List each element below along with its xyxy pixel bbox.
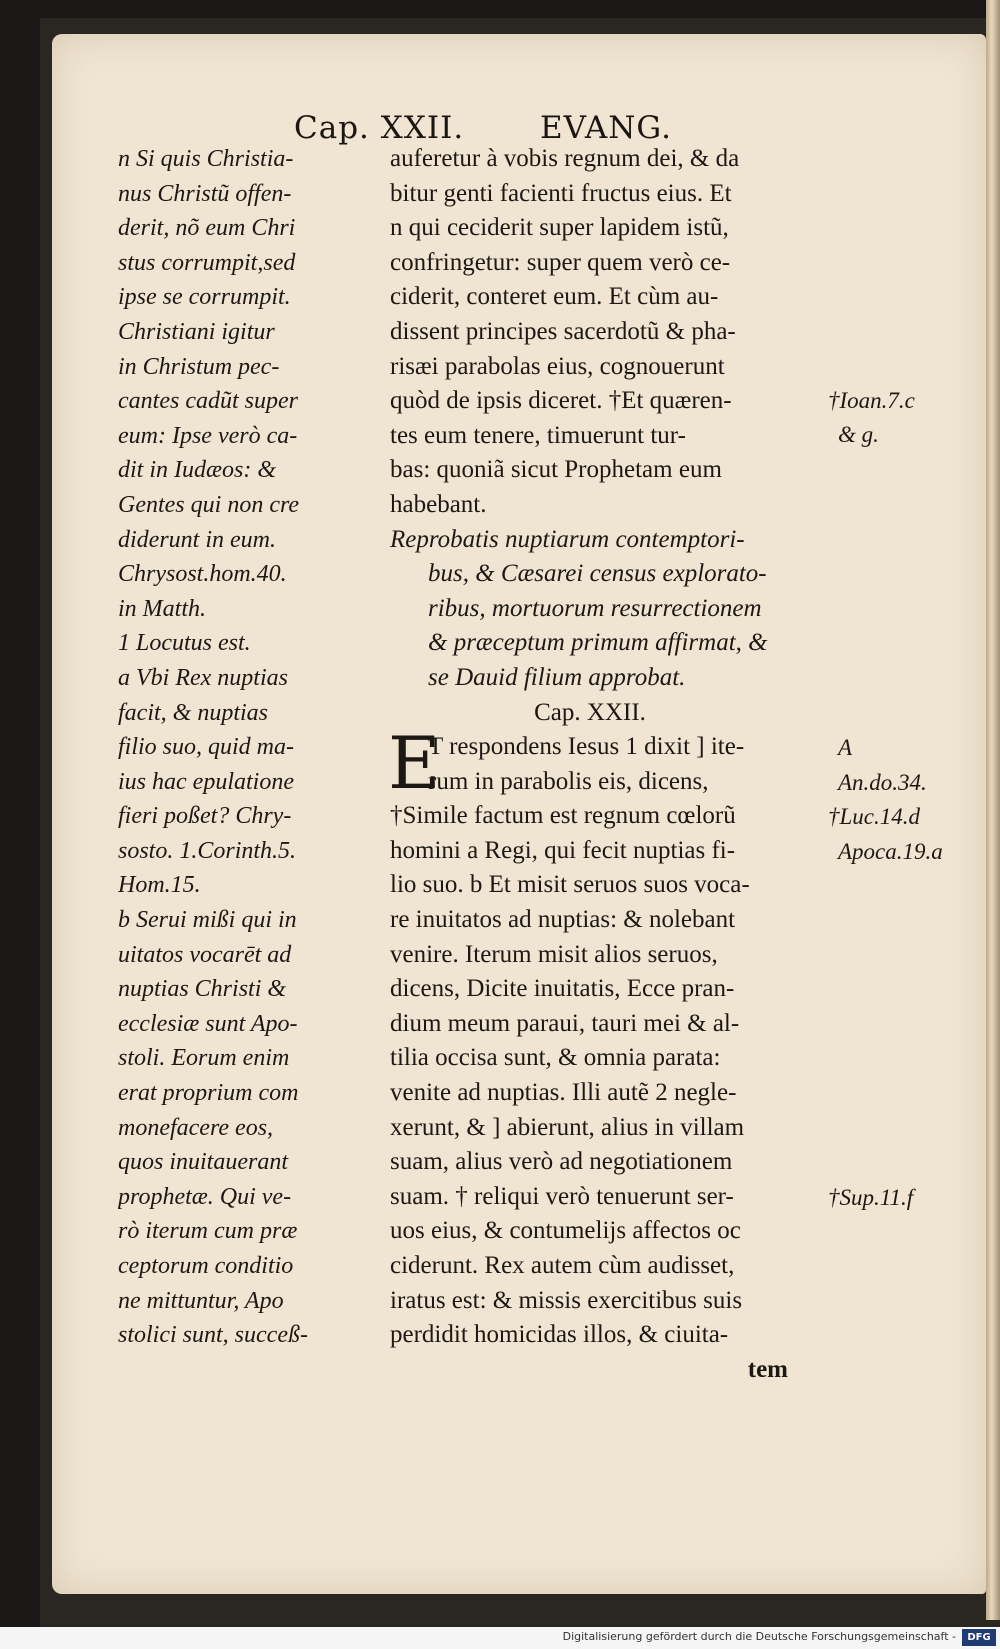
margin-note-line: stolici sunt, succeß- — [118, 1322, 308, 1349]
margin-note-line: in Matth. — [118, 595, 206, 622]
ref-luc: †Luc.14.d — [828, 804, 920, 829]
margin-note-line: fieri poßet? Chry- — [118, 803, 292, 830]
margin-note-line: n Si quis Christia- — [118, 146, 294, 172]
text-line: auferetur à vobis regnum dei, & da — [390, 145, 740, 172]
margin-note-line: facit, & nuptias — [118, 699, 268, 726]
margin-note-line: ecclesiæ sunt Apo- — [118, 1010, 298, 1037]
text-line: habebant. — [390, 490, 487, 518]
text-line: dissent principes sacerdotũ & pha- — [390, 317, 736, 345]
margin-note-line: rò iterum cum præ — [118, 1218, 298, 1245]
text-line: T respondens Iesus 1 dixit ] ite- — [428, 733, 745, 761]
margin-note-line: nus Christũ offen- — [118, 180, 292, 207]
margin-note-line: sosto. 1.Corinth.5. — [118, 837, 297, 864]
text-line: ciderit, conteret eum. Et cùm au- — [390, 283, 719, 311]
margin-note-line: derit, nõ eum Chri — [118, 215, 296, 242]
margin-note-line: b Serui mißi qui in — [118, 907, 297, 934]
ref-anno-domini: An.do.34. — [838, 770, 927, 795]
margin-notes-column — [118, 142, 400, 1353]
catchword: tem — [747, 1355, 788, 1383]
paragraph-2 — [390, 799, 830, 1353]
margin-note-line: eum: Ipse verò ca- — [118, 422, 298, 449]
margin-note-line: a Vbi Rex nuptias — [118, 664, 288, 691]
footer-credit: Digitalisierung gefördert durch die Deutsche Forschungsgemeinschaft - — [562, 1630, 956, 1643]
margin-note-line: stus corrumpit,sed — [118, 249, 296, 276]
dfg-logo: DFG — [962, 1629, 996, 1646]
margin-note-line: in Christum pec- — [118, 353, 280, 380]
ref-ioan: †Ioan.7.c — [828, 388, 915, 413]
text-line: tes eum tenere, timuerunt tur- — [390, 421, 686, 449]
text-line: venire. Iterum misit alios seruos, — [390, 940, 718, 968]
text-line: uos eius, & contumelijs affectos oc — [390, 1217, 741, 1245]
text-line: bitur genti facienti fructus eius. Et — [390, 179, 732, 207]
chapter-heading: Cap. XXII. — [534, 698, 646, 726]
header-book: EVANG. — [540, 110, 672, 146]
text-line: xerunt, & ] abierunt, alius in villam — [390, 1113, 745, 1141]
text-line: rum in parabolis eis, dicens, — [428, 767, 709, 795]
text-line: tilia occisa sunt, & omnia parata: — [390, 1044, 721, 1072]
margin-note-line: ne mittuntur, Apo — [118, 1287, 284, 1314]
summary-line: ribus, mortuorum resurrectionem — [428, 594, 762, 622]
chapter-summary — [390, 523, 830, 696]
ref-ioan-cont: & g. — [838, 422, 879, 447]
margin-note-line: uitatos vocarēt ad — [118, 941, 292, 968]
margin-note-line: filio suo, quid ma- — [118, 734, 295, 761]
margin-note-line: 1 Locutus est. — [118, 630, 251, 657]
summary-line: se Dauid filium approbat. — [428, 663, 686, 691]
text-line: re inuitatos ad nuptias: & nolebant — [390, 906, 736, 934]
text-line: n qui ceciderit super lapidem istũ, — [390, 214, 729, 242]
margin-note-line: diderunt in eum. — [118, 526, 276, 553]
margin-note-line: ipse se corrumpit. — [118, 284, 291, 311]
summary-line: Reprobatis nuptiarum contemptori- — [390, 525, 745, 553]
ref-sup: †Sup.11.f — [828, 1185, 914, 1210]
margin-note-line: erat proprium com — [118, 1080, 299, 1107]
text-line: venite ad nuptias. Illi autẽ 2 negle- — [390, 1079, 737, 1107]
margin-note-line: Hom.15. — [118, 872, 201, 899]
footer-bar — [0, 1627, 1000, 1649]
text-line: risæi parabolas eius, cognouerunt — [390, 352, 725, 380]
margin-note-line: nuptias Christi & — [118, 976, 287, 1003]
margin-note-line: Christiani igitur — [118, 318, 275, 345]
text-line: dium meum paraui, tauri mei & al- — [390, 1009, 740, 1037]
margin-note-line: Gentes qui non cre — [118, 491, 300, 518]
margin-note-line: quos inuitauerant — [118, 1149, 289, 1176]
summary-line: & præceptum primum affirmat, & — [428, 629, 768, 657]
margin-note-line: monefacere eos, — [118, 1114, 274, 1141]
text-line: †Simile factum est regnum cœlorũ — [390, 802, 736, 830]
text-line: lio suo. b Et misit seruos suos voca- — [390, 871, 750, 899]
margin-note-line: prophetæ. Qui ve- — [118, 1183, 292, 1210]
text-line: perdidit homicidas illos, & ciuita- — [390, 1321, 729, 1349]
text-line: suam, alius verò ad negotiationem — [390, 1148, 733, 1176]
margin-note-line: cantes cadũt super — [118, 388, 298, 415]
page-edge — [986, 0, 1000, 1620]
text-line: ciderunt. Rex autem cùm audisset, — [390, 1252, 735, 1279]
text-line: quòd de ipsis diceret. †Et quæren- — [390, 387, 732, 415]
margin-note-line: ius hac epulatione — [118, 768, 294, 795]
main-text-column — [390, 142, 830, 1387]
text-line: dicens, Dicite inuitatis, Ecce pran- — [390, 975, 735, 1003]
text-line: homini a Regi, qui fecit nuptias fi- — [390, 836, 736, 864]
paragraph-2-opening — [388, 721, 830, 805]
margin-note-line: stoli. Eorum enim — [118, 1045, 290, 1072]
margin-note-line: dit in Iudæos: & — [118, 457, 277, 484]
text-line: confringetur: super quem verò ce- — [390, 248, 731, 276]
text-line: iratus est: & missis exercitibus suis — [390, 1286, 743, 1314]
margin-note-line: Chrysost.hom.40. — [118, 561, 287, 588]
text-line: suam. † reliqui verò tenuerunt ser- — [390, 1182, 734, 1210]
margin-note-line: ceptorum conditio — [118, 1253, 294, 1279]
header-chapter: Cap. XXII. — [294, 110, 465, 146]
summary-line: bus, & Cæsarei census explorato- — [428, 560, 767, 588]
ref-a: A — [838, 735, 853, 760]
text-line: bas: quoniã sicut Prophetam eum — [390, 456, 722, 484]
ref-apoca: Apoca.19.a — [838, 839, 943, 864]
drop-cap: E — [388, 721, 441, 805]
paragraph-1 — [390, 142, 830, 523]
